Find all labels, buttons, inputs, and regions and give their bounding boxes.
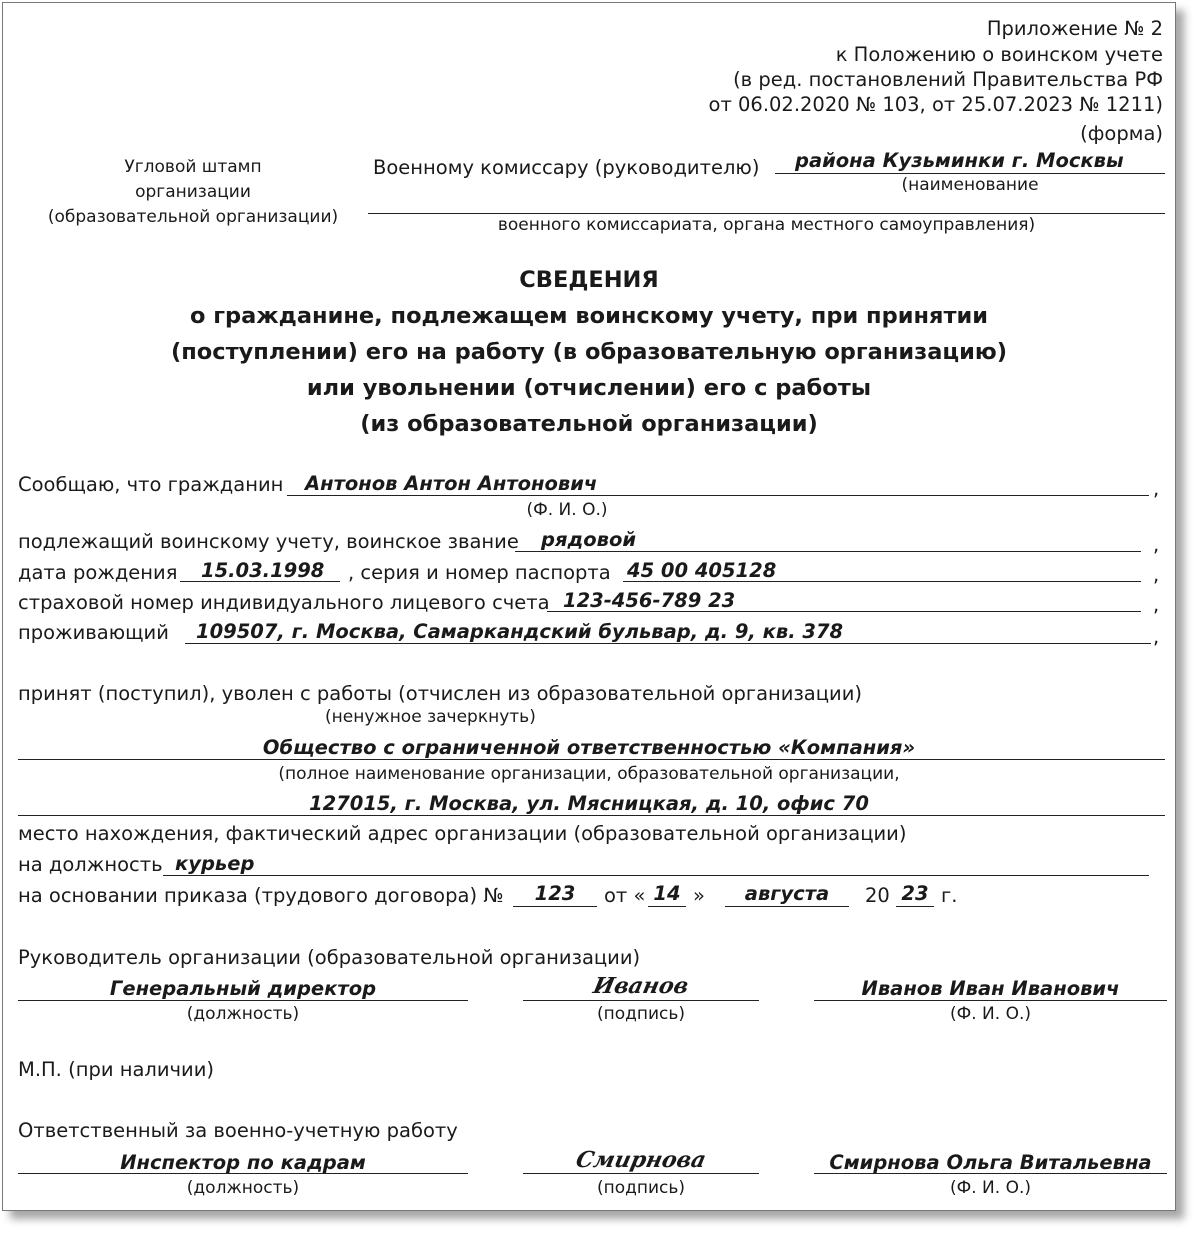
rank-label: подлежащий воинскому учету, воинское звание [18, 530, 519, 553]
stamp-place: М.П. (при наличии) [18, 1058, 214, 1081]
responsible-name-caption: (Ф. И. О.) [949, 1178, 1031, 1198]
head-position-underline [18, 1000, 468, 1001]
stamp-line-1: Угловой штамп [124, 157, 262, 177]
doc-subtitle-2: (поступлении) его на работу (в образовательную организацию) [170, 339, 1008, 365]
header-appendix: Приложение № 2 [986, 17, 1163, 40]
fio-underline [287, 495, 1149, 496]
head-position: Генеральный директор [109, 977, 377, 1000]
doc-title: СВЕДЕНИЯ [519, 267, 659, 293]
citizen-fio: Антонов Антон Антонович [305, 472, 598, 495]
rank-underline [515, 551, 1141, 552]
rank-comma: , [1153, 533, 1160, 556]
addressee-value: района Кузьминки г. Москвы [795, 149, 1124, 172]
order-day: 14 [653, 882, 681, 905]
order-day-underline [648, 906, 686, 907]
order-month: августа [744, 882, 830, 905]
order-month-underline [725, 906, 849, 907]
head-label: Руководитель организации (образовательной организации) [18, 946, 641, 969]
responsible-name: Смирнова Ольга Витальевна [829, 1151, 1152, 1174]
header-form: (форма) [1080, 122, 1163, 145]
position-label: на должность [18, 853, 163, 876]
addressee-underline [775, 173, 1165, 174]
status-caption: (ненужное зачеркнуть) [325, 707, 536, 727]
addressee-label: Военному комиссару (руководителю) [373, 156, 760, 179]
doc-subtitle-1: о гражданине, подлежащем воинскому учету, при принятии [189, 303, 989, 329]
org-name: Общество с ограниченной ответственностью «Компания» [262, 736, 916, 759]
citizen-rank: рядовой [541, 528, 637, 551]
snils-comma: , [1153, 593, 1160, 616]
responsible-name-underline [814, 1173, 1167, 1174]
address-comma: , [1153, 625, 1160, 648]
snils-label: страховой номер индивидуального лицевого счета [18, 591, 550, 614]
head-name-caption: (Ф. И. О.) [949, 1004, 1031, 1024]
responsible-signature: Смирнова [573, 1147, 709, 1173]
responsible-position-caption: (должность) [186, 1178, 300, 1198]
head-name: Иванов Иван Иванович [861, 977, 1120, 1000]
address-underline [185, 643, 1151, 644]
org-address-caption: место нахождения, фактический адрес организации (образовательной организации) [18, 822, 907, 845]
passport-label: , серия и номер паспорта [348, 561, 611, 584]
addressee-caption-1: (наименование [901, 175, 1039, 195]
responsible-position-underline [18, 1173, 468, 1174]
addressee-underline-2 [368, 213, 1165, 214]
citizen-intro-label: Сообщаю, что гражданин [18, 473, 284, 496]
address-label: проживающий [18, 621, 169, 644]
position-underline [163, 875, 1149, 876]
snils-underline [547, 611, 1141, 612]
order-year: 23 [901, 882, 929, 905]
status-label: принят (поступил), уволен с работы (отчислен из образовательной организации) [18, 682, 862, 705]
fio-caption: (Ф. И. О.) [526, 500, 608, 520]
responsible-signature-caption: (подпись) [596, 1178, 686, 1198]
citizen-address: 109507, г. Москва, Самаркандский бульвар, д. 9, кв. 378 [196, 620, 844, 643]
head-signature-underline [523, 1000, 759, 1001]
fio-comma: , [1153, 477, 1160, 500]
head-signature-caption: (подпись) [596, 1004, 686, 1024]
header-regulation: к Положению о воинском учете [835, 43, 1163, 66]
order-close-quote: » [693, 884, 705, 907]
doc-subtitle-4: (из образовательной организации) [360, 411, 818, 437]
head-name-underline [814, 1000, 1167, 1001]
header-edition: (в ред. постановлений Правительства РФ [733, 68, 1163, 91]
order-year-underline [896, 906, 934, 907]
citizen-passport: 45 00 405128 [627, 559, 777, 582]
header-dates: от 06.02.2020 № 103, от 25.07.2023 № 1211) [708, 93, 1163, 116]
order-label: на основании приказа (трудового договора) № [18, 884, 504, 907]
stamp-line-3: (образовательной организации) [47, 207, 339, 227]
passport-comma: , [1153, 563, 1160, 586]
order-number: 123 [534, 882, 576, 905]
order-number-underline [513, 906, 597, 907]
responsible-position: Инспектор по кадрам [120, 1151, 366, 1174]
citizen-birth: 15.03.1998 [201, 559, 325, 582]
responsible-signature-underline [523, 1173, 759, 1174]
org-caption: (полное наименование организации, образовательной организации, [278, 764, 900, 784]
doc-subtitle-3: или увольнении (отчислении) его с работы [306, 375, 872, 401]
stamp-line-2: организации [135, 182, 251, 202]
org-name-underline [18, 759, 1165, 760]
birth-underline [180, 581, 340, 582]
head-position-caption: (должность) [186, 1004, 300, 1024]
addressee-caption-2: военного комиссариата, органа местного самоуправления) [497, 215, 1036, 235]
order-from: от « [604, 884, 646, 907]
birth-label: дата рождения [18, 561, 178, 584]
passport-underline [623, 581, 1141, 582]
document-page [2, 2, 1176, 1211]
responsible-label: Ответственный за военно-учетную работу [18, 1119, 458, 1142]
citizen-snils: 123-456-789 23 [563, 589, 736, 612]
org-address-underline [18, 815, 1165, 816]
order-year-prefix: 20 [865, 884, 890, 907]
org-address: 127015, г. Москва, ул. Мясницкая, д. 10, офис 70 [309, 792, 869, 815]
head-signature: Иванов [590, 973, 692, 999]
order-year-suffix: г. [941, 884, 958, 907]
employee-position: курьер [175, 852, 255, 875]
